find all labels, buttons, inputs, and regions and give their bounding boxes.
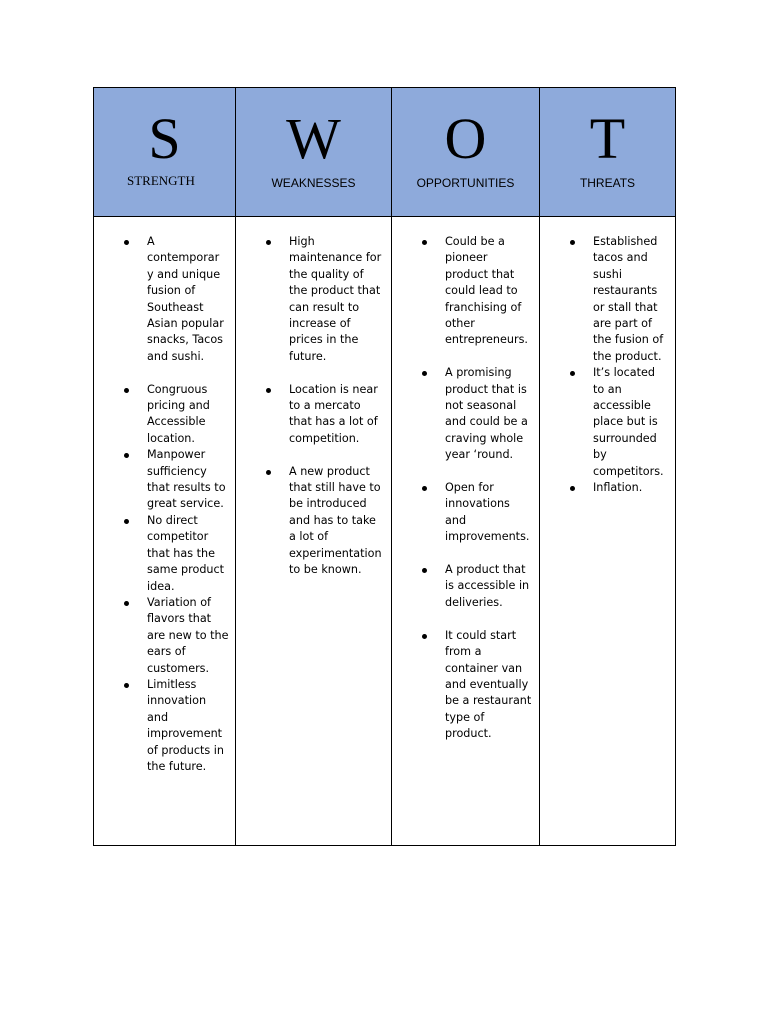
- opportunities-cell: [392, 217, 540, 846]
- threat-item: Established tacos and sushi restaurants or stall that are part of the fusion of the product.: [593, 234, 669, 365]
- strength-item: Limitless innovation and improvement of products in the future.: [147, 677, 229, 775]
- weakness-item: Location is near to a mercato that has a lot of competition.: [289, 382, 385, 448]
- threat-item: It’s located to an accessible place but is surrounded by competitors.: [593, 365, 669, 480]
- strength-item: Manpower sufficiency that results to great service.: [147, 447, 229, 513]
- content-row: [94, 217, 676, 846]
- header-weaknesses: [236, 88, 392, 217]
- opportunity-item: Open for innovations and improvements.: [445, 480, 533, 546]
- threats-list: [540, 217, 675, 497]
- threats-cell: [540, 217, 676, 846]
- swot-table: [93, 87, 676, 846]
- header-letter-o: O: [444, 106, 487, 171]
- weakness-item: A new product that still have to be introduced and has to take a lot of experimentation to be known.: [289, 464, 385, 579]
- strength-item: No direct competitor that has the same product idea.: [147, 513, 229, 595]
- strength-item: Variation of flavors that are new to the ears of customers.: [147, 595, 229, 677]
- opportunity-item: Could be a pioneer product that could lead to franchising of other entrepreneurs.: [445, 234, 533, 349]
- opportunity-item: A promising product that is not seasonal and could be a craving whole year ‘round.: [445, 365, 533, 463]
- strengths-cell: [94, 217, 236, 846]
- strengths-list: [94, 217, 235, 775]
- threat-item: Inflation.: [593, 480, 669, 496]
- header-opportunities: [392, 88, 540, 217]
- header-letter-s: S: [148, 106, 181, 171]
- header-row: [94, 88, 676, 217]
- weakness-item: High maintenance for the quality of the product that can result to increase of prices in the future.: [289, 234, 385, 365]
- weaknesses-cell: [236, 217, 392, 846]
- header-label-strength: STRENGTH: [127, 173, 195, 188]
- header-letter-t: T: [589, 106, 626, 171]
- opportunity-item: A product that is accessible in deliveries.: [445, 562, 533, 611]
- header-strength: [94, 88, 236, 217]
- header-letter-w: W: [286, 106, 341, 171]
- weaknesses-list: [236, 217, 391, 579]
- header-label-weaknesses: WEAKNESSES: [271, 176, 356, 190]
- header-threats: [540, 88, 676, 217]
- opportunity-item: It could start from a container van and eventually be a restaurant type of product.: [445, 628, 533, 743]
- opportunities-list: [392, 217, 539, 743]
- header-label-threats: THREATS: [579, 176, 636, 190]
- strength-item: A contemporar y and unique fusion of Southeast Asian popular snacks, Tacos and sushi.: [147, 234, 229, 365]
- strength-item: Congruous pricing and Accessible location.: [147, 382, 229, 448]
- header-label-opportunities: OPPORTUNITIES: [416, 176, 515, 190]
